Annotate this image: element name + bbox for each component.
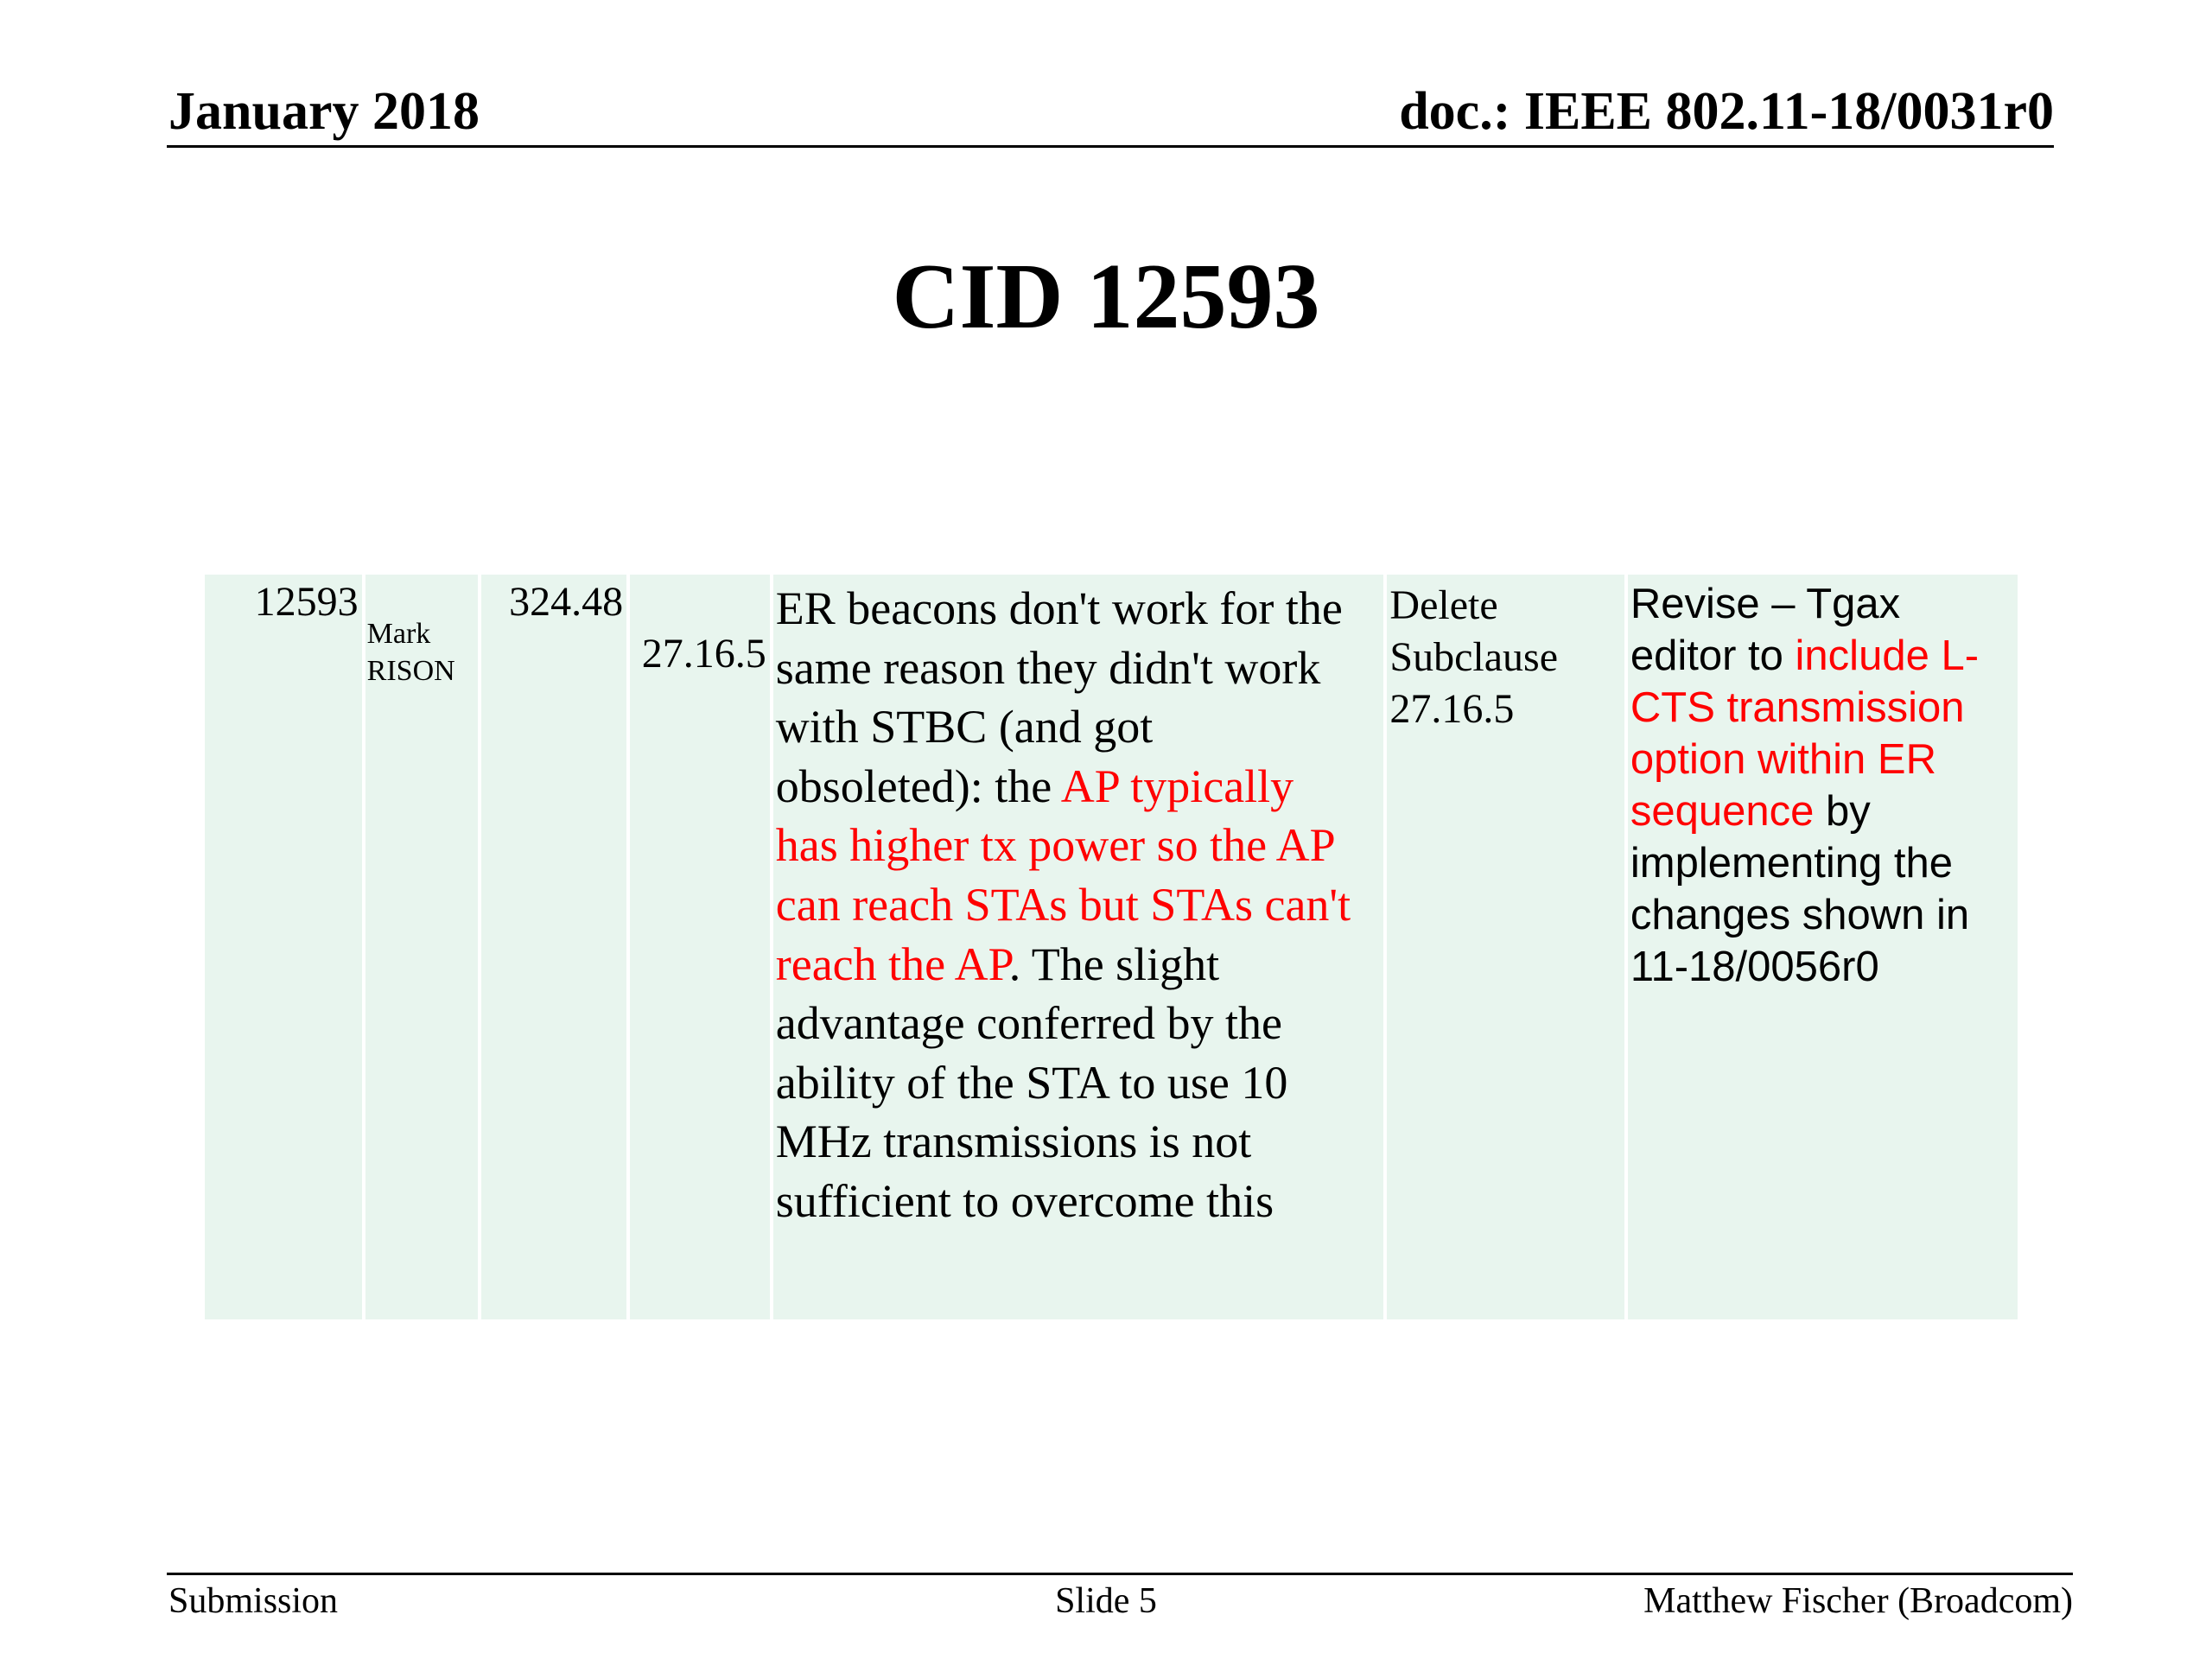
- comment-line-run: . The slight: [1008, 938, 1220, 990]
- header-rule: [167, 145, 2054, 148]
- resolution-line-run: changes shown in: [1630, 892, 1970, 938]
- comment-line-highlight: reach the AP: [775, 938, 1009, 990]
- resolution-line-run: Revise – Tgax: [1630, 581, 1901, 627]
- comment-line-highlight: can reach STAs but STAs can't: [775, 878, 1351, 931]
- commenter-cell: [365, 575, 479, 1319]
- comment-cell: [773, 575, 1384, 1319]
- comment-line-run: ER beacons don't work for the: [775, 582, 1343, 634]
- resolution-line: [1630, 682, 1979, 734]
- commenter-name: [367, 616, 455, 690]
- resolution-line-highlight: include L-: [1795, 632, 1980, 679]
- cid-number: 12593: [254, 579, 359, 625]
- comment-line: [776, 935, 1384, 995]
- footer-rule: [167, 1573, 2073, 1575]
- header-doc-id: doc.: IEEE 802.11-18/0031r0: [1399, 82, 2054, 141]
- resolution-line-highlight: CTS transmission: [1630, 684, 1965, 731]
- comment-line: [776, 697, 1384, 757]
- resolution-line-highlight: option within ER: [1630, 736, 1936, 783]
- clause-number: 27.16.5: [641, 631, 766, 677]
- comment-text: [776, 579, 1384, 1231]
- resolution-line-run: editor to: [1630, 632, 1796, 679]
- resolution-line: [1630, 889, 1979, 941]
- comment-line-run: with STBC (and got: [775, 701, 1154, 753]
- comment-line-run: sufficient to overcome this: [775, 1174, 1274, 1227]
- comment-line: [776, 579, 1384, 639]
- comment-table-row: [205, 575, 2018, 1319]
- page-line-cell: [481, 575, 626, 1319]
- slide-title: CID 12593: [892, 245, 1320, 348]
- resolution-line-highlight: sequence: [1630, 788, 1815, 835]
- commenter-last-name: RISON: [366, 654, 455, 687]
- resolution-line-run: implementing the: [1630, 840, 1954, 887]
- header-date: January 2018: [168, 82, 480, 141]
- comment-line-run: obsoleted): the: [775, 760, 1061, 812]
- commenter-first-name: Mark: [366, 618, 431, 650]
- proposed-change-cell: [1387, 575, 1624, 1319]
- resolution-line: [1630, 941, 1979, 993]
- page-line: 324.48: [509, 579, 624, 625]
- comment-line-run: MHz transmissions is not: [775, 1116, 1252, 1168]
- resolution-line: [1630, 578, 1979, 630]
- resolution-line: [1630, 630, 1979, 682]
- comment-line: [776, 757, 1384, 817]
- footer-slide-number: Slide 5: [1055, 1581, 1157, 1621]
- comment-line: [776, 994, 1384, 1053]
- resolution-line-run: 11-18/0056r0: [1630, 944, 1879, 990]
- comment-line-highlight: AP typically: [1060, 760, 1294, 812]
- proposed-change-line: 27.16.5: [1389, 686, 1515, 732]
- comment-line-run: advantage conferred by the: [775, 997, 1282, 1050]
- comment-line: [776, 875, 1384, 935]
- proposed-change-text: [1389, 580, 1558, 735]
- clause-cell: [630, 575, 770, 1319]
- comment-line-highlight: has higher tx power so the AP: [775, 819, 1336, 872]
- resolution-text: [1630, 578, 1979, 993]
- footer-submission: Submission: [168, 1581, 339, 1621]
- proposed-change-line: Subclause: [1389, 634, 1559, 680]
- comment-line-run: same reason they didn't work: [775, 641, 1321, 694]
- resolution-cell: [1628, 575, 2018, 1319]
- cid-cell: [205, 575, 362, 1319]
- footer-author: Matthew Fischer (Broadcom): [1643, 1581, 2073, 1621]
- comment-line: [776, 1172, 1384, 1231]
- comment-line: [776, 816, 1384, 875]
- comment-line: [776, 1112, 1384, 1172]
- comment-line: [776, 639, 1384, 698]
- comment-line-run: ability of the STA to use 10: [775, 1056, 1288, 1109]
- comment-line: [776, 1053, 1384, 1113]
- resolution-line: [1630, 837, 1979, 889]
- resolution-line: [1630, 734, 1979, 785]
- proposed-change-line: Delete: [1389, 582, 1498, 628]
- resolution-line: [1630, 785, 1979, 837]
- resolution-line-run: by: [1814, 788, 1871, 835]
